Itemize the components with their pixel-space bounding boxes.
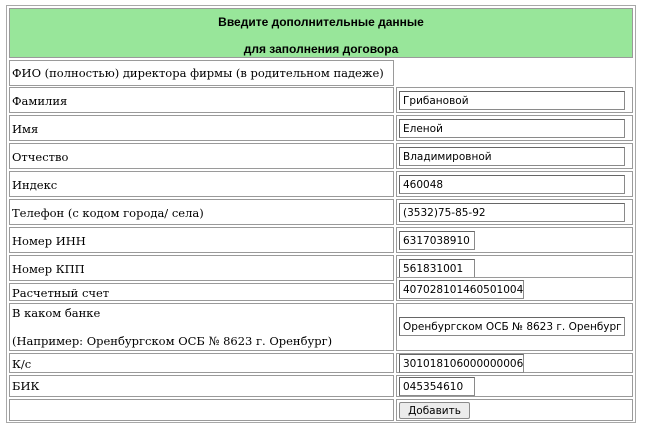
name-label-cell [9,115,394,141]
director-heading: ФИО (полностью) директора фирмы (в родительном падеже) [12,66,384,80]
bank-hint: (Например: Оренбургском ОСБ № 8623 г. Оренбург) [12,334,333,348]
name-input-cell [396,115,633,141]
phone-label: Телефон (с кодом города/ села) [12,206,204,220]
account-label: Расчетный счет [12,286,110,300]
header-title-line1: Введите дополнительные данные [218,15,424,29]
inn-input[interactable] [399,231,475,250]
inn-label-cell [9,227,394,253]
submit-empty-cell [9,399,394,421]
corr-label: К/с [12,357,32,371]
patronymic-label-cell [9,143,394,169]
index-label-cell [9,171,394,197]
account-label-cell [9,283,394,301]
corr-input-cell [396,353,633,373]
index-input-cell [396,171,633,197]
name-label: Имя [12,122,39,136]
phone-label-cell [9,199,394,225]
index-label: Индекс [12,178,58,192]
patronymic-input[interactable] [399,147,625,166]
bank-input[interactable] [399,317,625,336]
inn-label: Номер ИНН [12,234,86,248]
bik-label: БИК [12,379,40,393]
bik-input[interactable] [399,377,475,396]
account-input[interactable] [399,280,524,299]
bank-label-cell [9,303,394,351]
corr-input[interactable] [399,354,524,373]
index-input[interactable] [399,175,625,194]
account-input-cell [396,277,633,301]
surname-label-cell [9,87,394,113]
contract-form [6,5,636,423]
surname-input-cell [396,87,633,113]
bank-label: В каком банке [12,306,101,320]
director-heading-cell [9,60,394,86]
phone-input[interactable] [399,203,625,222]
inn-input-cell [396,227,633,253]
kpp-label-cell [9,255,394,281]
name-input[interactable] [399,119,625,138]
bik-input-cell [396,375,633,397]
header-title-line2: для заполнения договора [243,42,399,56]
surname-label: Фамилия [12,94,68,108]
corr-label-cell [9,353,394,373]
kpp-label: Номер КПП [12,262,85,276]
bik-label-cell [9,375,394,397]
phone-input-cell [396,199,633,225]
bank-input-cell [396,303,633,351]
submit-cell [396,399,633,421]
patronymic-input-cell [396,143,633,169]
kpp-input[interactable] [399,259,475,278]
patronymic-label: Отчество [12,150,69,164]
surname-input[interactable] [399,91,625,110]
form-header [9,8,633,58]
add-button[interactable]: Добавить [399,402,470,419]
